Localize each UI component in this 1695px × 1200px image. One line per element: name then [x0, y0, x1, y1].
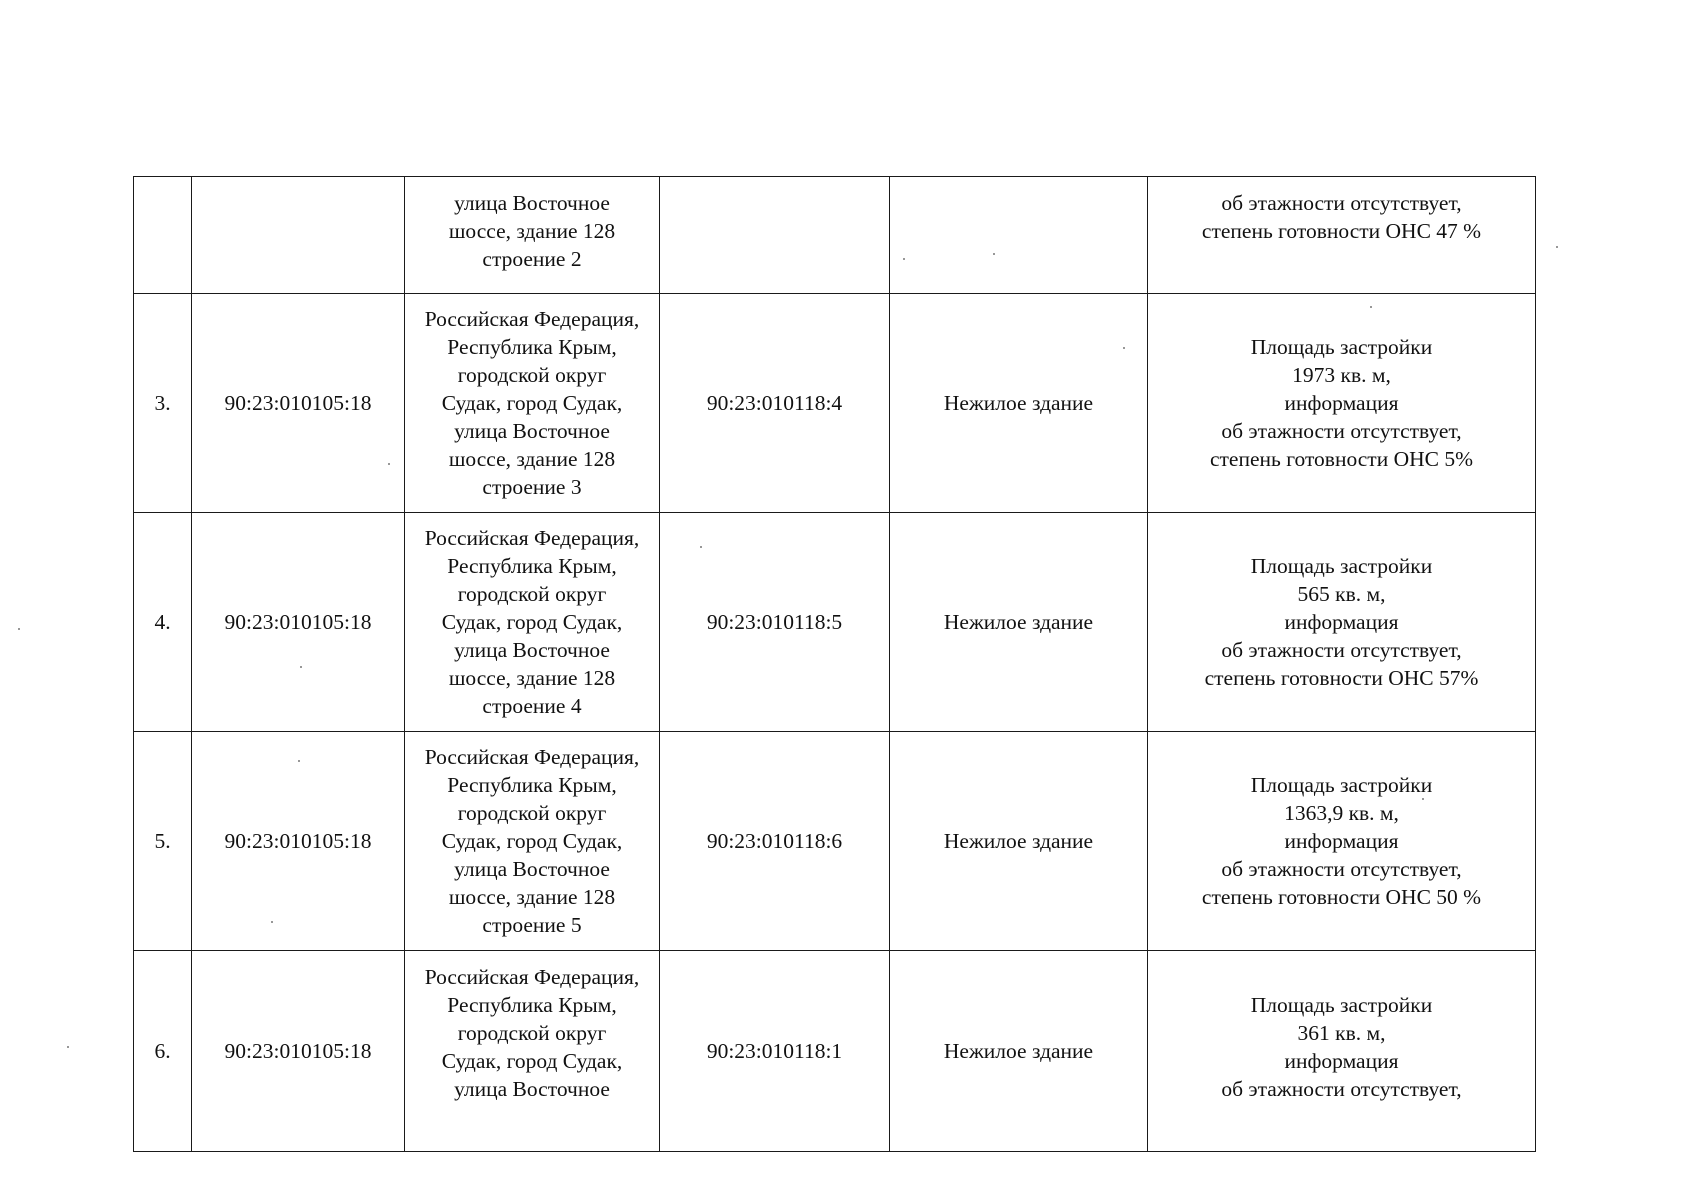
row-number-cell: 6. [134, 951, 192, 1152]
scan-speck [903, 258, 905, 260]
object-type-cell: Нежилое здание [890, 513, 1148, 732]
object-cadastral-number-cell: 90:23:010118:6 [660, 732, 890, 951]
land-cadastral-number-cell [192, 177, 405, 294]
object-info-cell: об этажности отсутствует, степень готовности ОНС 47 % [1148, 177, 1536, 294]
table-row [134, 294, 1536, 513]
table-row [134, 951, 1536, 1152]
scan-speck [298, 760, 300, 762]
land-cadastral-number-cell: 90:23:010105:18 [192, 951, 405, 1152]
land-cadastral-number-cell: 90:23:010105:18 [192, 294, 405, 513]
scan-speck [700, 546, 702, 548]
row-number-cell: 5. [134, 732, 192, 951]
object-type-cell: Нежилое здание [890, 732, 1148, 951]
objects-table [133, 176, 1536, 1152]
row-number-cell: 4. [134, 513, 192, 732]
object-info-cell: Площадь застройки 1363,9 кв. м, информация об этажности отсутствует, степень готовности ОНС 50 % [1148, 732, 1536, 951]
object-cadastral-number-cell: 90:23:010118:4 [660, 294, 890, 513]
scan-speck [18, 628, 20, 630]
address-cell: Российская Федерация, Республика Крым, городской округ Судак, город Судак, улица Восточное шоссе, здание 128 строение 3 [405, 294, 660, 513]
object-type-cell: Нежилое здание [890, 294, 1148, 513]
address-cell: Российская Федерация, Республика Крым, городской округ Судак, город Судак, улица Восточное шоссе, здание 128 строение 4 [405, 513, 660, 732]
scan-speck [1370, 306, 1372, 308]
scan-speck [388, 463, 390, 465]
table-row [134, 732, 1536, 951]
address-cell: Российская Федерация, Республика Крым, городской округ Судак, город Судак, улица Восточное шоссе, здание 128 строение 5 [405, 732, 660, 951]
address-cell: улица Восточное шоссе, здание 128 строение 2 [405, 177, 660, 294]
object-cadastral-number-cell [660, 177, 890, 294]
scan-speck [67, 1046, 69, 1048]
row-number-cell [134, 177, 192, 294]
object-type-cell [890, 177, 1148, 294]
object-cadastral-number-cell: 90:23:010118:5 [660, 513, 890, 732]
scan-speck [993, 253, 995, 255]
table-row [134, 513, 1536, 732]
scan-speck [1422, 798, 1424, 800]
scan-speck [1556, 246, 1558, 248]
object-info-cell: Площадь застройки 565 кв. м, информация об этажности отсутствует, степень готовности ОНС 57% [1148, 513, 1536, 732]
object-info-cell: Площадь застройки 361 кв. м, информация об этажности отсутствует, [1148, 951, 1536, 1152]
object-info-cell: Площадь застройки 1973 кв. м, информация об этажности отсутствует, степень готовности ОНС 5% [1148, 294, 1536, 513]
scan-speck [300, 666, 302, 668]
object-cadastral-number-cell: 90:23:010118:1 [660, 951, 890, 1152]
table-row [134, 177, 1536, 294]
scan-speck [1123, 347, 1125, 349]
address-cell: Российская Федерация, Республика Крым, городской округ Судак, город Судак, улица Восточное [405, 951, 660, 1152]
row-number-cell: 3. [134, 294, 192, 513]
land-cadastral-number-cell: 90:23:010105:18 [192, 513, 405, 732]
scan-speck [271, 921, 273, 923]
object-type-cell: Нежилое здание [890, 951, 1148, 1152]
land-cadastral-number-cell: 90:23:010105:18 [192, 732, 405, 951]
